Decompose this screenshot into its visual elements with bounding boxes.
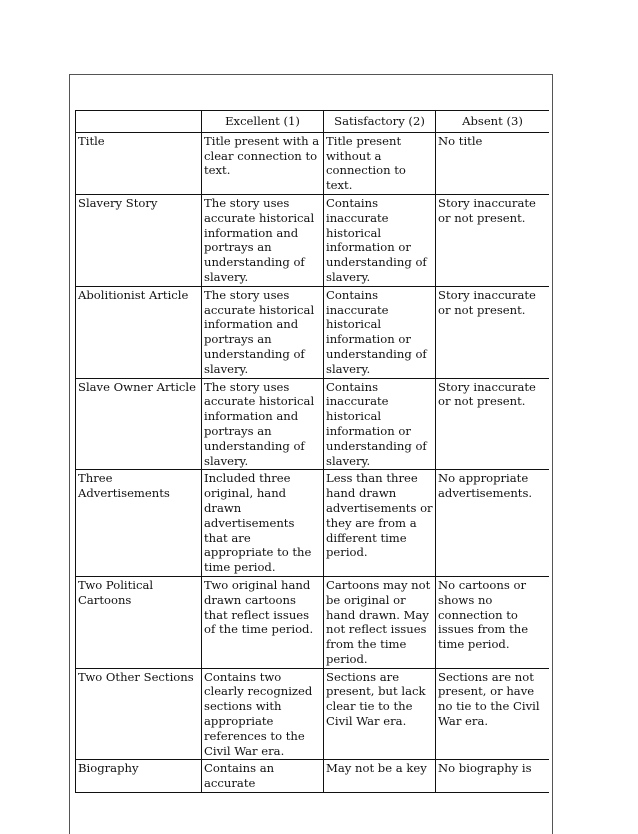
rubric-table-container	[75, 110, 549, 826]
row-category: Three Advertisements	[76, 470, 202, 577]
cell-excellent: The story uses accurate historical information and portrays an understanding of slavery.	[202, 286, 324, 378]
cell-absent: No biography is	[436, 760, 550, 793]
cell-excellent: The story uses accurate historical information and portrays an understanding of slavery.	[202, 378, 324, 470]
header-empty	[76, 111, 202, 133]
cell-satisfactory: Contains inaccurate historical information or understanding of slavery.	[324, 286, 436, 378]
cell-excellent: Contains an accurate	[202, 760, 324, 793]
cell-satisfactory: Cartoons may not be original or hand drawn. May not reflect issues from the time period.	[324, 576, 436, 668]
cell-excellent: Included three original, hand drawn advertisements that are appropriate to the time period.	[202, 470, 324, 577]
cell-absent: Story inaccurate or not present.	[436, 378, 550, 470]
row-category: Title	[76, 132, 202, 194]
table-row	[76, 286, 550, 378]
cell-satisfactory: May not be a key	[324, 760, 436, 793]
header-row	[76, 111, 550, 133]
cell-satisfactory: Contains inaccurate historical information or understanding of slavery.	[324, 194, 436, 286]
row-category: Biography	[76, 760, 202, 793]
row-category: Slavery Story	[76, 194, 202, 286]
cell-absent: Sections are not present, or have no tie to the Civil War era.	[436, 668, 550, 760]
rubric-table	[75, 110, 549, 793]
table-row	[76, 378, 550, 470]
cell-satisfactory: Sections are present, but lack clear tie to the Civil War era.	[324, 668, 436, 760]
cell-absent: No appropriate advertisements.	[436, 470, 550, 577]
cell-excellent: Two original hand drawn cartoons that reflect issues of the time period.	[202, 576, 324, 668]
table-row	[76, 470, 550, 577]
cell-excellent: Contains two clearly recognized sections with appropriate references to the Civil War era.	[202, 668, 324, 760]
cell-satisfactory: Less than three hand drawn advertisements or they are from a different time period.	[324, 470, 436, 577]
table-row	[76, 668, 550, 760]
table-row	[76, 194, 550, 286]
header-satisfactory: Satisfactory (2)	[324, 111, 436, 133]
cell-satisfactory: Contains inaccurate historical information or understanding of slavery.	[324, 378, 436, 470]
cell-absent: Story inaccurate or not present.	[436, 194, 550, 286]
table-row	[76, 760, 550, 793]
cell-absent: No title	[436, 132, 550, 194]
cell-absent: No cartoons or shows no connection to issues from the time period.	[436, 576, 550, 668]
header-excellent: Excellent (1)	[202, 111, 324, 133]
cell-excellent: The story uses accurate historical information and portrays an understanding of slavery.	[202, 194, 324, 286]
row-category: Slave Owner Article	[76, 378, 202, 470]
row-category: Two Political Cartoons	[76, 576, 202, 668]
table-row	[76, 576, 550, 668]
cell-excellent: Title present with a clear connection to text.	[202, 132, 324, 194]
cell-absent: Story inaccurate or not present.	[436, 286, 550, 378]
row-category: Abolitionist Article	[76, 286, 202, 378]
cell-satisfactory: Title present without a connection to text.	[324, 132, 436, 194]
row-category: Two Other Sections	[76, 668, 202, 760]
table-row	[76, 132, 550, 194]
header-absent: Absent (3)	[436, 111, 550, 133]
